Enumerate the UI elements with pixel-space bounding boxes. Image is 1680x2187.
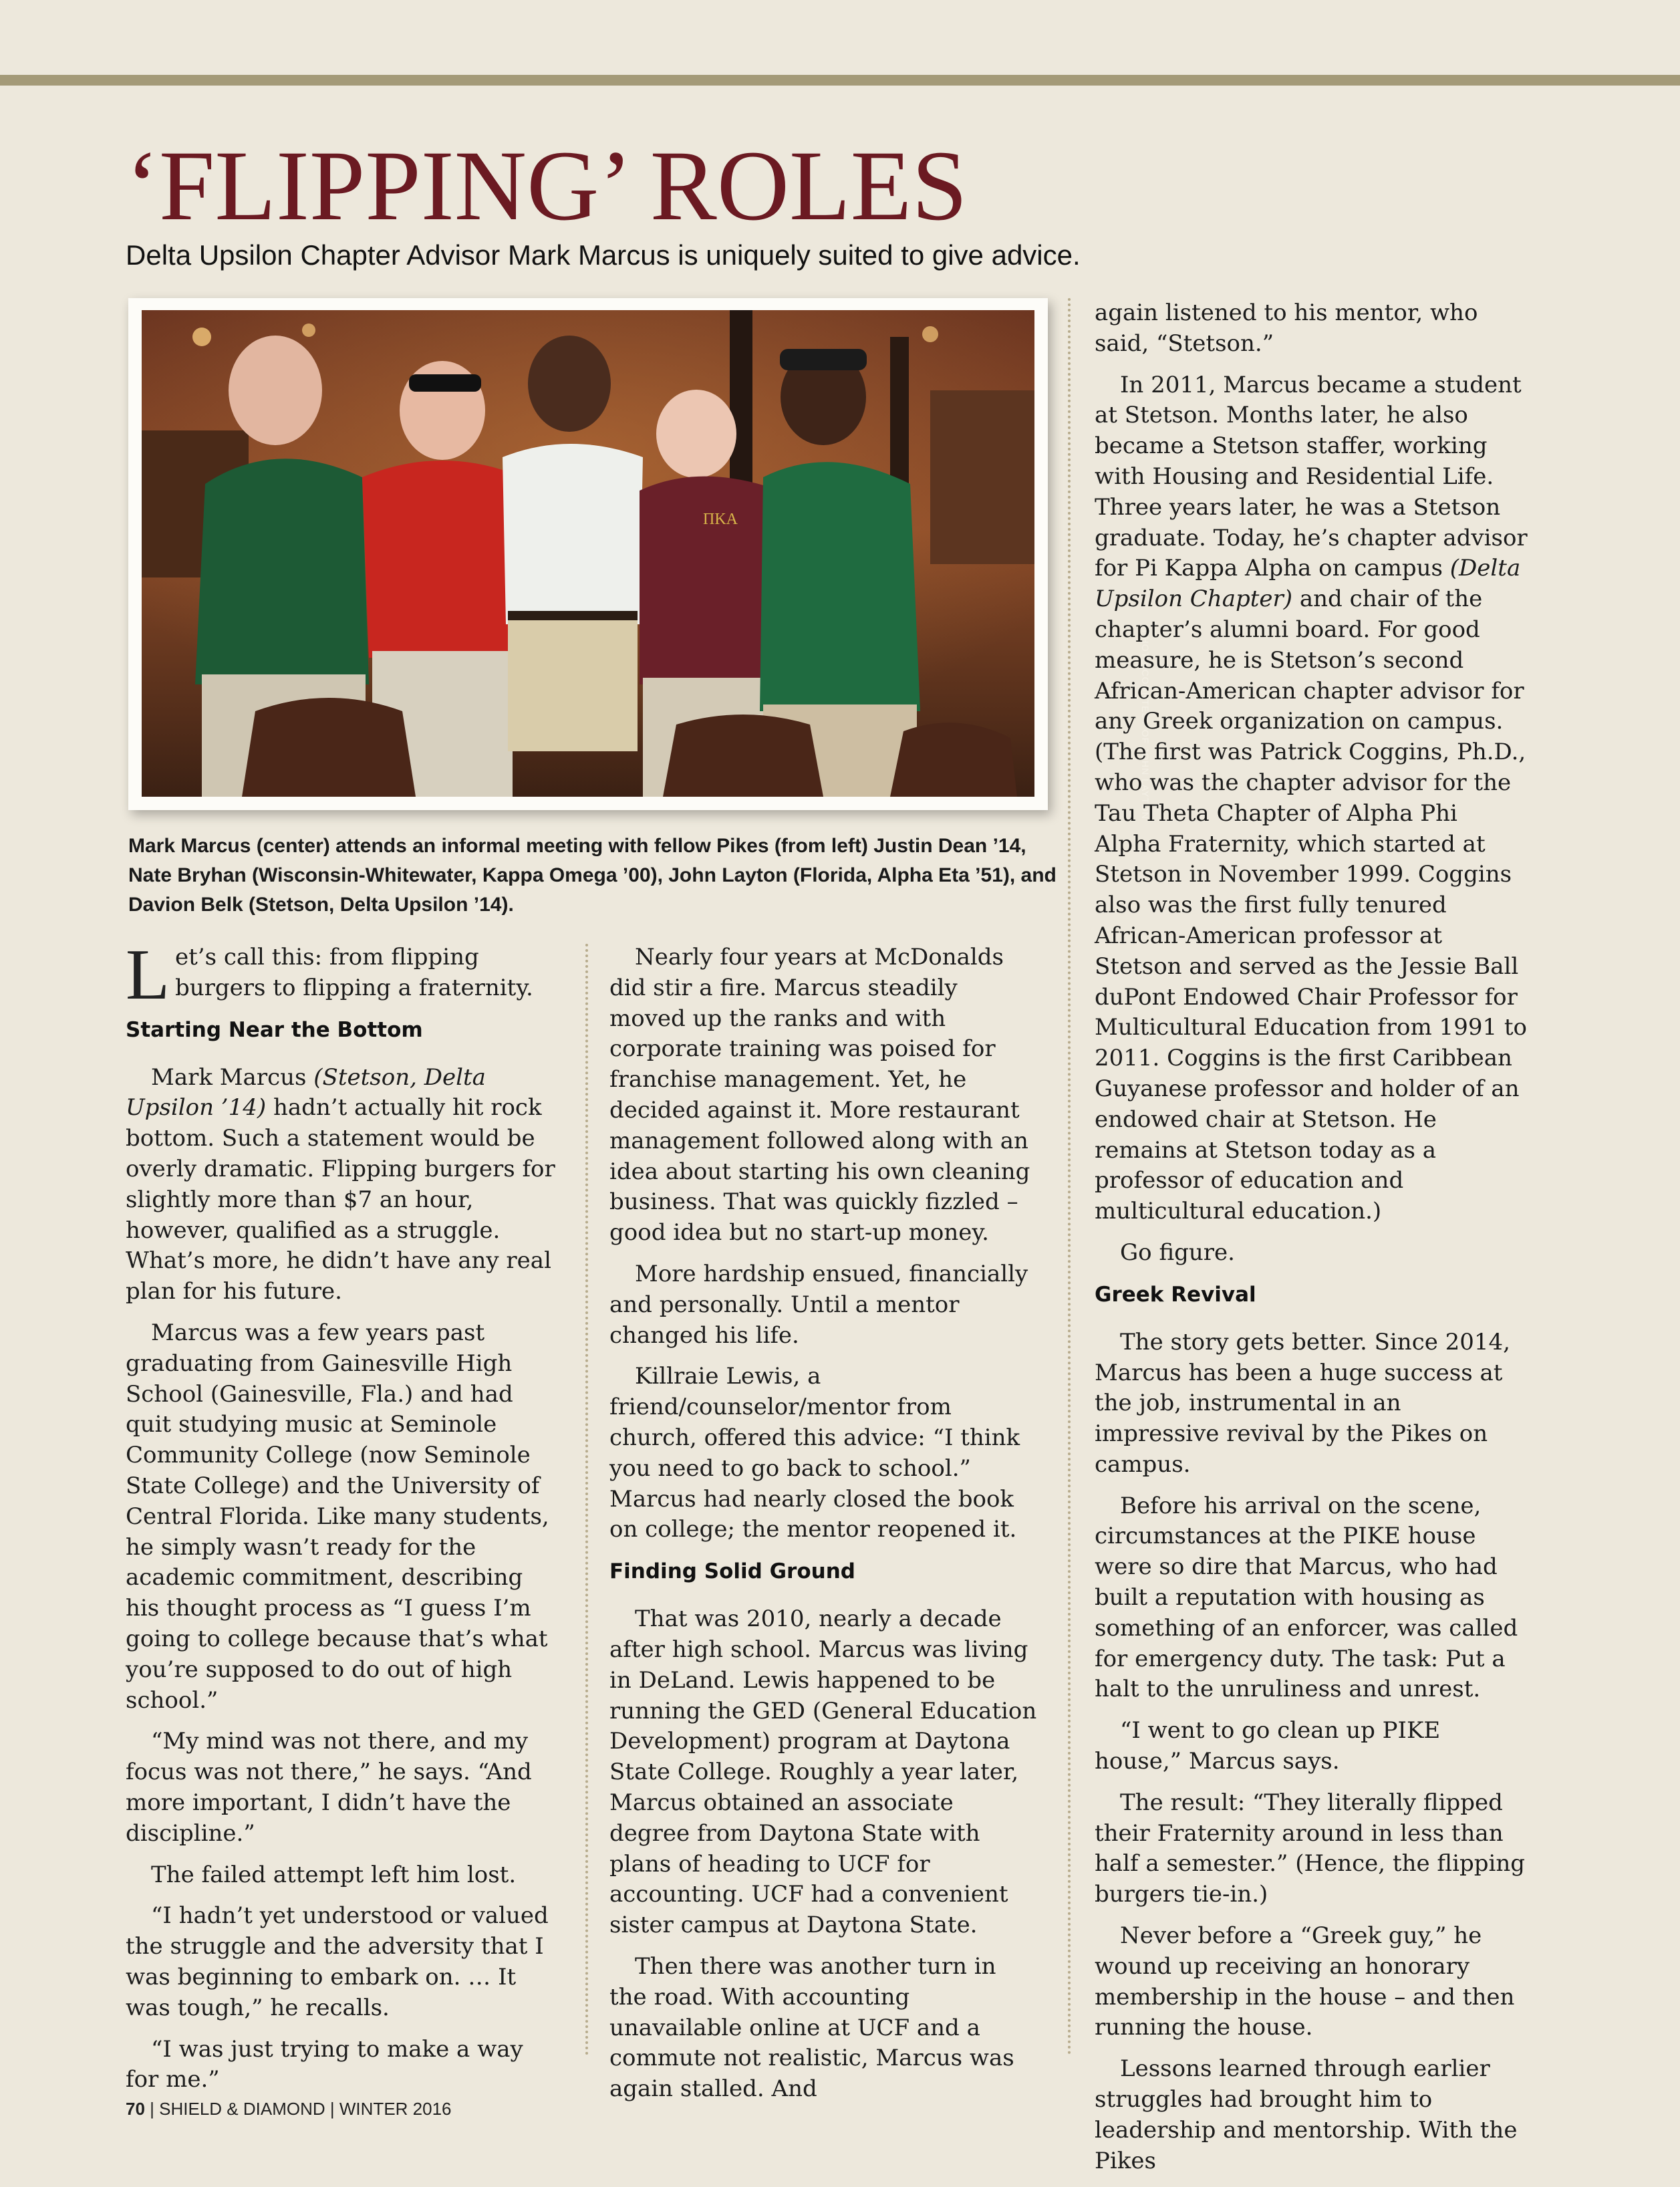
body-paragraph: That was 2010, nearly a decade after high school. Marcus was living in DeLand. Lewis happened to be running the GED (General Education Development) program at Daytona State College. Roughly a year later, Marcus obtained an associate degree from Daytona State with plans of heading to UCF for accounting. UCF had a convenient sister campus at Daytona State.: [609, 1605, 1037, 1939]
footer-separator: |: [329, 2099, 335, 2119]
body-paragraph: “I hadn’t yet understood or valued the struggle and the adversity that I was beginning to embark on. … It was tough,” he recalls.: [126, 1902, 549, 2021]
body-paragraph: Lessons learned through earlier struggles had brought him to leadership and mentorship. With the Pikes: [1095, 2055, 1518, 2174]
body-paragraph: More hardship ensued, financially and personally. Until a mentor changed his life.: [609, 1260, 1028, 1349]
photo-image: [142, 310, 1034, 797]
body-paragraph: “I went to go clean up PIKE house,” Marcus says.: [1095, 1717, 1441, 1775]
body-paragraph: The failed attempt left him lost.: [151, 1861, 517, 1888]
photo-credit-text: PHOTO COURTESY OF JOHN LAYTON: [1140, 630, 1151, 819]
body-paragraph: Never before a “Greek guy,” he wound up receiving an honorary membership in the house – and then running the house.: [1095, 1922, 1515, 2041]
page-number: 70: [126, 2099, 145, 2119]
publication-name: SHIELD & DIAMOND: [159, 2099, 325, 2119]
section-heading: Starting Near the Bottom: [126, 1017, 423, 1042]
body-paragraph: The result: “They literally flipped their Fraternity around in less than half a semester.” (Hence, the flipping burgers tie-in.): [1095, 1789, 1526, 1908]
body-paragraph: “My mind was not there, and my focus was not there,” he says. “And more important, I didn’t have the discipline.”: [126, 1728, 532, 1847]
body-paragraph: Mark Marcus (Stetson, Delta Upsilon ’14) hadn’t actually hit rock bottom. Such a statement would be overly dramatic. Flipping burgers for slightly more than $7 an hour, however, qualified as a struggle. What’s more, he didn’t have any real plan for his future.: [126, 1063, 555, 1305]
section-heading: Finding Solid Ground: [609, 1559, 855, 1584]
body-paragraph: “I was just trying to make a way for me.”: [126, 2035, 523, 2093]
body-paragraph: The story gets better. Since 2014, Marcus has been a huge success at the job, instrumental in an impressive revival by the Pikes on campus.: [1095, 1328, 1510, 1478]
column-divider: [585, 944, 588, 2056]
body-paragraph: Go figure.: [1120, 1239, 1235, 1266]
photo-caption: Mark Marcus (center) attends an informal meeting with fellow Pikes (from left) Justin Dean ’14, Nate Bryhan (Wisconsin-Whitewater, Kappa Omega ’00), John Layton (Florida, Alpha Eta ’51), and Davion Belk (Stetson, Delta Upsilon ’14).: [128, 835, 1057, 916]
shirt-letters: ΠΚΑ: [703, 511, 738, 528]
article-column-3: [1095, 298, 1529, 2187]
group-photo: [128, 298, 1151, 819]
section-heading: Greek Revival: [1095, 1282, 1256, 1307]
footer-separator: |: [150, 2099, 154, 2119]
issue-date: WINTER 2016: [339, 2099, 452, 2119]
drop-cap: L: [126, 935, 170, 1015]
body-paragraph: Marcus was a few years past graduating from Gainesville High School (Gainesville, Fla.) and had quit studying music at Seminole Community College (now Seminole State College) and the University of Central Florida. Like many students, he simply wasn’t ready for the academic commitment, describing his thought process as “I guess I’m going to college because that’s what you’re supposed to do out of high school.”: [126, 1319, 549, 1714]
lead-paragraph: Let’s call this: from flipping burgers to flipping a fraternity.: [126, 935, 533, 1015]
body-paragraph: Nearly four years at McDonalds did stir a fire. Marcus steadily moved up the ranks and with corporate training was poised for franchise management. Yet, he decided against it. More restaurant management followed along with an idea about starting his own cleaning business. That was quickly fizzled – good idea but no start-up money.: [609, 944, 1030, 1247]
page-footer: [126, 2097, 452, 2120]
top-rule: [0, 75, 1680, 86]
page-title: ‘FLIPPING’ ROLES: [126, 130, 968, 241]
page-subtitle: Delta Upsilon Chapter Advisor Mark Marcus is uniquely suited to give advice.: [126, 239, 1081, 271]
body-paragraph: In 2011, Marcus became a student at Stetson. Months later, he also became a Stetson staffer, working with Housing and Residential Life. Three years later, he was a Stetson graduate. Today, he’s chapter advisor for Pi Kappa Alpha on campus (Delta Upsilon Chapter) and chair of the chapter’s alumni board. For good measure, he is Stetson’s second African-American chapter advisor for any Greek organization on campus. (The first was Patrick Coggins, Ph.D., who was the chapter advisor for the Tau Theta Chapter of Alpha Phi Alpha Fraternity, which started at Stetson in November 1999. Coggins also was the first fully tenured African-American professor at Stetson and served as the Jessie Ball duPont Endowed Chair Professor for Multicultural Education from 1991 to 2011. Coggins is the first Caribbean Guyanese professor and holder of an endowed chair at Stetson. He remains at Stetson today as a professor of education and multicultural education.): [1095, 371, 1528, 1225]
body-paragraph: Before his arrival on the scene, circumstances at the PIKE house were so dire that Marcus, who had built a reputation with housing as something of an enforcer, was called for emergency duty. The task: Put a halt to the unruliness and unrest.: [1095, 1492, 1518, 1703]
column-divider: [1068, 298, 1071, 2056]
body-paragraph: Killraie Lewis, a friend/counselor/mentor from church, offered this advice: “I think you need to go back to school.” Marcus had nearly closed the book on college; the mentor reopened it.: [609, 1363, 1020, 1543]
article-column-1: [126, 935, 560, 2106]
article-column-2: [609, 942, 1038, 2115]
body-paragraph: Then there was another turn in the road. With accounting unavailable online at UCF and a commute not realistic, Marcus was again stalled. And: [609, 1952, 1014, 2103]
body-paragraph: again listened to his mentor, who said, “Stetson.”: [1095, 299, 1478, 357]
